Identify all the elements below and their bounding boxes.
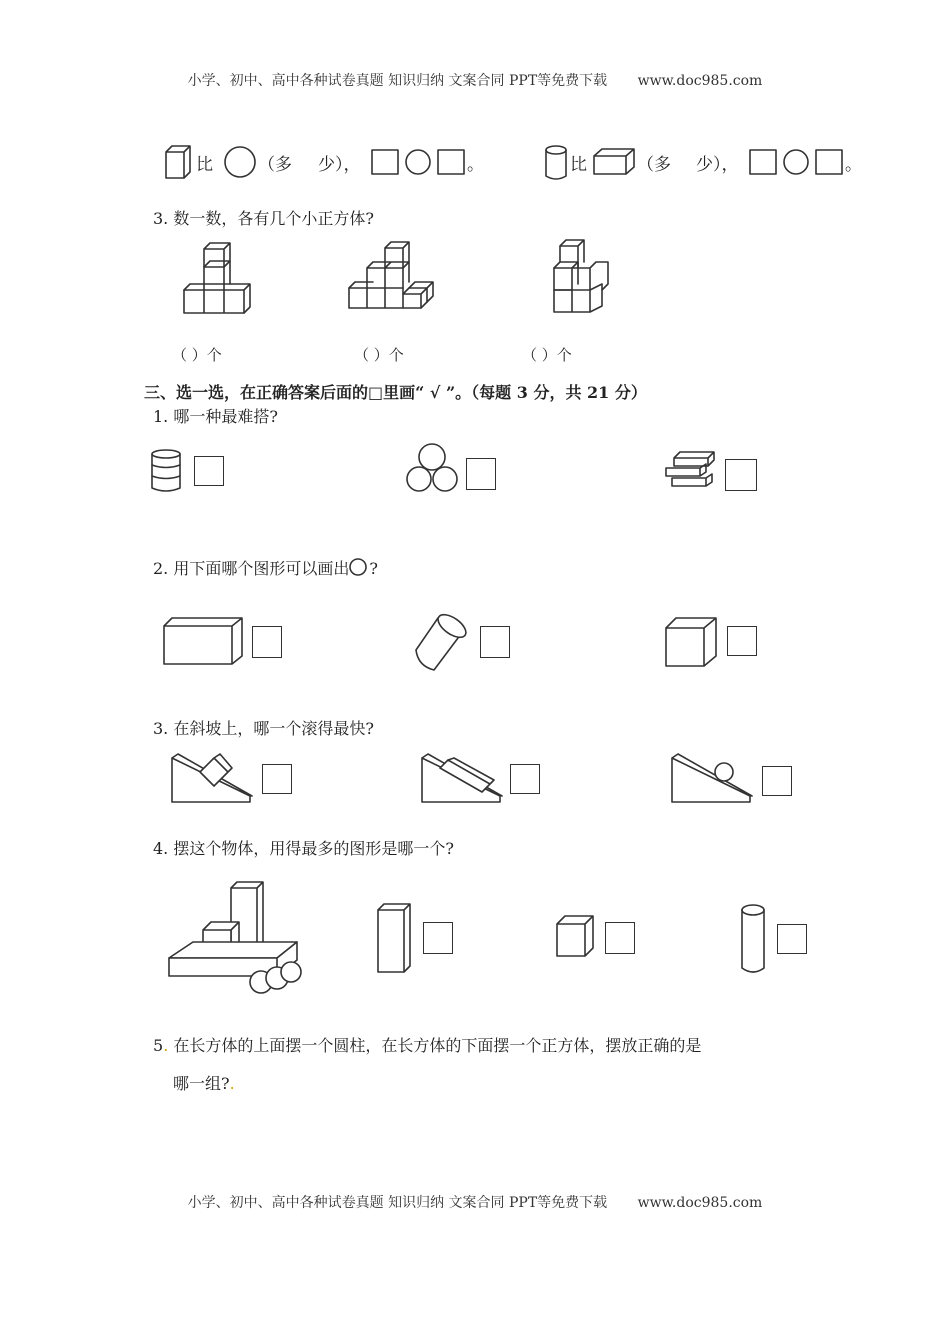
answer-circle-2	[784, 150, 808, 174]
s3-q3-checkbox-3[interactable]	[762, 766, 792, 796]
cube-stack-2	[345, 240, 440, 320]
compare-period-2: 。	[845, 155, 862, 175]
s3-q5-dot: .	[163, 1036, 169, 1055]
cylinder-icon	[546, 146, 566, 179]
s3-q4-checkbox-3[interactable]	[777, 924, 807, 954]
s3-q1-checkbox-2[interactable]	[466, 458, 496, 490]
answer-square-2	[438, 150, 464, 174]
compare-paren-left-2: （多	[637, 155, 671, 175]
s3-q2-checkbox-2[interactable]	[480, 626, 510, 658]
s3-q4-checkbox-2[interactable]	[605, 922, 635, 954]
s3-q3-checkbox-1[interactable]	[262, 764, 292, 794]
s3-q5-text2: 哪一组?	[173, 1074, 230, 1093]
cuboid-shape	[160, 614, 250, 670]
s3-q5-line2	[173, 1071, 235, 1094]
compare-bi-1: 比	[196, 155, 213, 175]
s3-q2-text: 2. 用下面哪个图形可以画出	[153, 559, 350, 578]
header-text: 小学、初中、高中各种试卷真题 知识归纳 文案合同 PPT等免费下载	[187, 73, 608, 89]
cube-stack-3	[550, 238, 620, 320]
slope-with-cuboid	[420, 750, 504, 806]
section3-title: 三、选一选，在正确答案后面的□里画“ √ ”。（每题 3 分，共 21 分）	[144, 383, 647, 402]
s3-q5-tail: .	[229, 1074, 235, 1093]
slope-with-cube	[170, 750, 254, 806]
s3-q3-title: 3. 在斜坡上，哪一个滚得最快?	[153, 719, 374, 738]
cube-shape	[664, 614, 722, 670]
cube-icon	[166, 146, 190, 178]
cube-stack-1	[180, 245, 260, 320]
small-cube-shape	[555, 914, 599, 960]
cuboid-icon	[594, 149, 634, 174]
stacked-spheres-icon	[404, 440, 464, 498]
sphere-icon	[225, 147, 255, 177]
answer-square-3	[750, 150, 776, 174]
compare-period-1: 。	[467, 155, 484, 175]
s3-q4-checkbox-1[interactable]	[423, 922, 453, 954]
slope-with-sphere	[670, 730, 754, 806]
answer-circle-1	[406, 150, 430, 174]
s3-q1-title: 1. 哪一种最难搭?	[153, 407, 278, 426]
q3-answer-3[interactable]: （ ）个	[522, 346, 572, 364]
page-header	[0, 70, 950, 90]
tilted-cylinder-shape	[410, 610, 472, 672]
answer-square-1	[372, 150, 398, 174]
s3-q5-text: 在长方体的上面摆一个圆柱，在长方体的下面摆一个正方体，摆放正确的是	[168, 1036, 702, 1055]
compare-paren-right-2: 少），	[696, 155, 739, 175]
footer-text: 小学、初中、高中各种试卷真题 知识归纳 文案合同 PPT等免费下载	[187, 1195, 608, 1211]
s3-q2-title	[153, 556, 378, 579]
stacked-bricks-icon	[662, 448, 722, 492]
tall-cylinder-shape	[738, 902, 770, 976]
q3-answer-1[interactable]: （ ）个	[172, 346, 222, 364]
s3-q5-num: 5	[153, 1036, 164, 1055]
s3-q5-line1	[153, 1033, 701, 1056]
s3-q2-checkbox-1[interactable]	[252, 626, 282, 658]
tall-cuboid-shape	[374, 900, 418, 976]
s3-q1-checkbox-3[interactable]	[725, 459, 757, 491]
q3-answer-2[interactable]: （ ）个	[354, 346, 404, 364]
answer-square-4	[816, 150, 842, 174]
s3-q3-checkbox-2[interactable]	[510, 764, 540, 794]
page-footer	[0, 1192, 950, 1212]
compare-paren-right-1: 少），	[318, 155, 361, 175]
s3-q2-checkbox-3[interactable]	[727, 626, 757, 656]
stacked-cylinders-icon	[148, 448, 188, 496]
header-site: www.doc985.com	[637, 73, 763, 89]
s3-q1-checkbox-1[interactable]	[194, 456, 224, 486]
compare-bi-2: 比	[570, 155, 587, 175]
compare-paren-left-1: （多	[258, 155, 292, 175]
s3-q2-mark: ?	[369, 559, 378, 578]
circle-icon	[349, 558, 369, 576]
s3-q4-title: 4. 摆这个物体，用得最多的图形是哪一个?	[153, 839, 454, 858]
composite-object	[165, 876, 305, 1000]
footer-site: www.doc985.com	[637, 1195, 763, 1211]
q3-title: 3. 数一数，各有几个小正方体?	[153, 209, 374, 228]
